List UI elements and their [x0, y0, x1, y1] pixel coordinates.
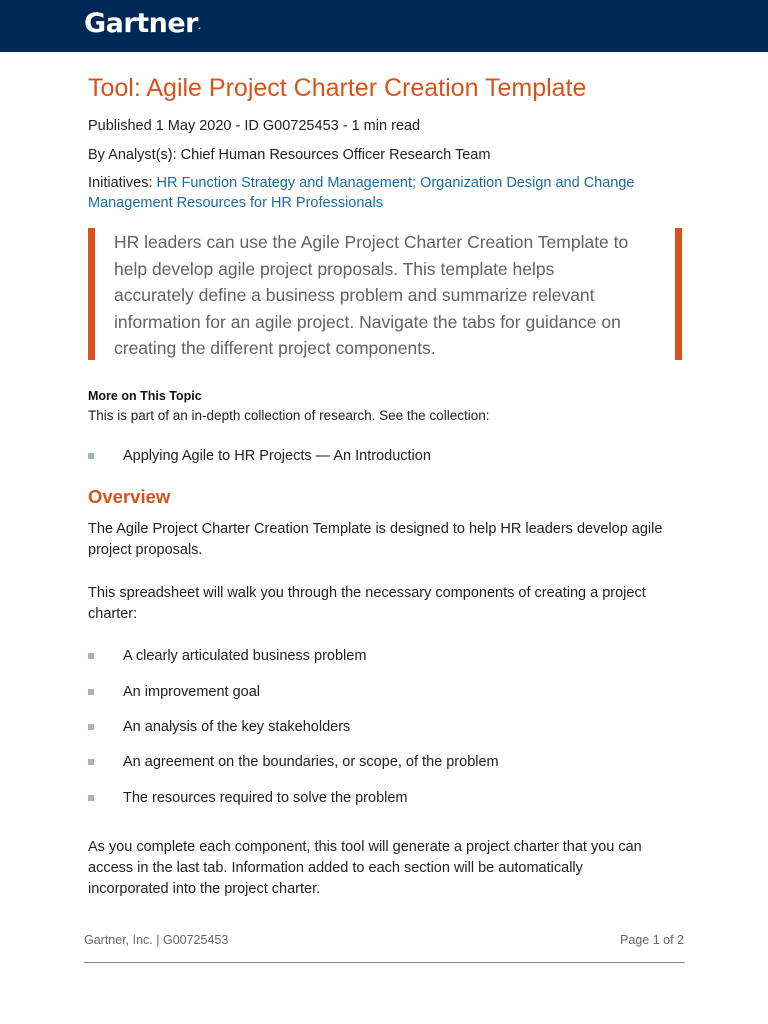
- summary-line: HR leaders can use the Agile Project Charter Creation Template to: [114, 232, 629, 252]
- component-text: An improvement goal: [123, 684, 261, 700]
- bullet-icon: [88, 653, 94, 659]
- overview-paragraph-1: The Agile Project Charter Creation Template is designed to help HR leaders develop agile project proposals.: [88, 521, 663, 558]
- bullet-icon: [88, 759, 94, 765]
- bullet-icon: [88, 689, 94, 695]
- analysts-meta: By Analyst(s): Chief Human Resources Officer Research Team: [88, 147, 491, 163]
- summary-line: creating the different project components.: [114, 338, 436, 358]
- component-text: A clearly articulated business problem: [123, 648, 367, 664]
- published-meta: Published 1 May 2020 - ID G00725453 - 1 min read: [88, 118, 421, 134]
- footer-page-number: Page 1 of 2: [620, 933, 684, 947]
- summary-line: accurately define a business problem and summarize relevant: [114, 285, 595, 305]
- footer-divider: [84, 962, 685, 963]
- summary-callout: [88, 228, 682, 360]
- footer-doc-id: Gartner, Inc. | G00725453: [84, 933, 229, 947]
- header-bar: [0, 0, 768, 52]
- component-text: An analysis of the key stakeholders: [123, 719, 351, 735]
- bullet-icon: [88, 724, 94, 730]
- callout-right-bar: [675, 228, 682, 360]
- overview-paragraph-2: This spreadsheet will walk you through the necessary components of creating a project charter:: [88, 585, 646, 622]
- component-text: The resources required to solve the problem: [123, 790, 408, 806]
- initiatives: [88, 173, 688, 213]
- collection-link[interactable]: Applying Agile to HR Projects — An Introduction: [123, 448, 431, 464]
- more-topic-text: This is part of an in-depth collection of research. See the collection:: [88, 408, 490, 423]
- closing-paragraph: As you complete each component, this tool will generate a project charter that you can access in the last tab. Information added to each section will be automatically incorporated into the project charter.: [88, 839, 642, 897]
- summary-line: information for an agile project. Navigate the tabs for guidance on: [114, 311, 621, 332]
- callout-left-bar: [88, 228, 95, 360]
- page-title: Tool: Agile Project Charter Creation Template: [88, 74, 587, 102]
- initiative-link-hr-function[interactable]: HR Function Strategy and Management;: [156, 175, 417, 191]
- gartner-logo[interactable]: Gartner.: [84, 8, 201, 39]
- summary-text: [114, 229, 654, 362]
- overview-heading: Overview: [88, 486, 171, 507]
- component-text: An agreement on the boundaries, or scope, of the problem: [123, 754, 499, 770]
- more-topic-heading: More on This Topic: [88, 389, 202, 403]
- bullet-icon: [88, 453, 94, 459]
- summary-line: help develop agile project proposals. This template helps: [114, 258, 555, 279]
- bullet-icon: [88, 795, 94, 801]
- initiative-link-org-design[interactable]: Organization Design and Change Management Resources for HR Professionals: [88, 175, 635, 211]
- initiatives-label: Initiatives:: [88, 175, 153, 191]
